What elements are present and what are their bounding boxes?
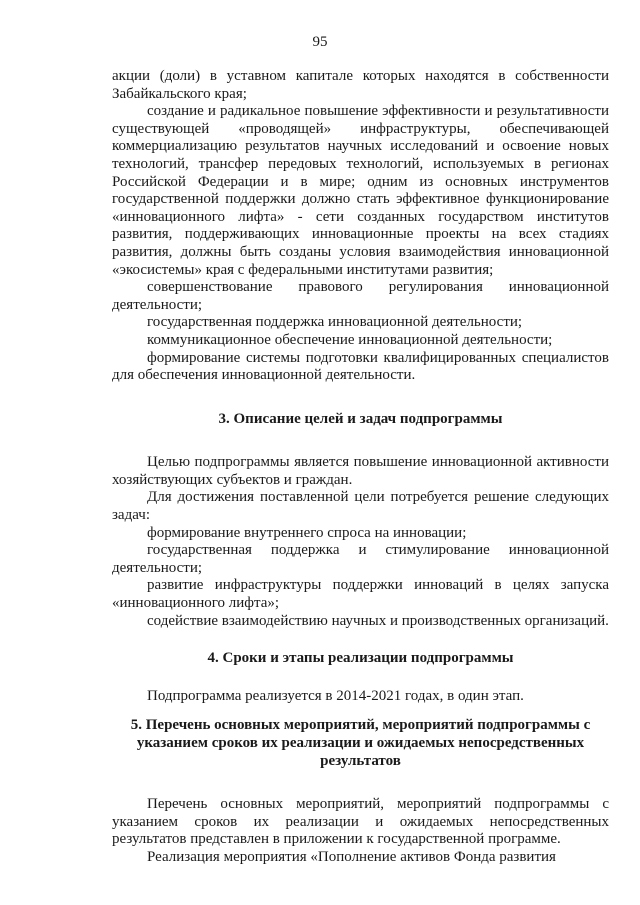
- paragraph-task-support: государственная поддержка и стимулирование инновационной деятельности;: [112, 542, 609, 576]
- paragraph-task-cooperation: содействие взаимодействию научных и производственных организаций.: [147, 612, 609, 629]
- paragraph-fund-activity: Реализация мероприятия «Пополнение активов Фонда развития: [147, 848, 556, 865]
- page-number: 95: [312, 34, 328, 50]
- paragraph-legal-regulation: совершенствование правового регулирования инновационной деятельности;: [112, 279, 609, 313]
- paragraph-tasks-intro: Для достижения поставленной цели потребуется решение следующих задач:: [112, 489, 609, 524]
- paragraph-activities-list: Перечень основных мероприятий, мероприятий подпрограммы с указанием сроков их реализации и ожидаемых непосредственных результатов представлен в приложении к государственной программе.: [112, 796, 609, 848]
- section-4-heading: 4. Сроки и этапы реализации подпрограммы: [207, 650, 514, 667]
- paragraph-task-infrastructure: развитие инфраструктуры поддержки инноваций в целях запуска «инновационного лифта»;: [112, 577, 609, 612]
- section-3-heading: 3. Описание целей и задач подпрограммы: [218, 410, 503, 427]
- paragraph-continuation: акции (доли) в уставном капитале которых находятся в собственности Забайкальского края;: [112, 68, 609, 102]
- paragraph-state-support: государственная поддержка инновационной деятельности;: [147, 314, 523, 331]
- paragraph-training: формирование системы подготовки квалифицированных специалистов для обеспечения инновационной деятельности.: [112, 349, 609, 384]
- paragraph-communication: коммуникационное обеспечение инновационной деятельности;: [147, 331, 553, 348]
- paragraph-goal: Целью подпрограммы является повышение инновационной активности хозяйствующих субъектов и граждан.: [112, 454, 609, 488]
- section-5-heading: 5. Перечень основных мероприятий, мероприятий подпрограммы с указанием сроков их реализации и ожидаемых непосредственных результатов: [130, 717, 591, 769]
- paragraph-infrastructure: создание и радикальное повышение эффективности и результативности существующей «проводящей» инфраструктуры, обеспечивающей коммерциализацию результатов научных исследований и освоение новых технологий, трансфер передовых технологий, используемых в регионах Российской Федерации и в мире; одним из основных инструментов государственной поддержки должно стать эффективное функционирование «инновационного лифта» - сети созданных государством институтов развития, поддерживающих инновационные проекты на всех стадиях развития, должны быть созданы условия взаимодействия инновационной «экосистемы» края с федеральными институтами развития;: [112, 103, 609, 278]
- page-content: [112, 68, 609, 867]
- paragraph-task-demand: формирование внутреннего спроса на инновации;: [147, 524, 467, 541]
- paragraph-timeline: Подпрограмма реализуется в 2014-2021 годах, в один этап.: [147, 687, 524, 704]
